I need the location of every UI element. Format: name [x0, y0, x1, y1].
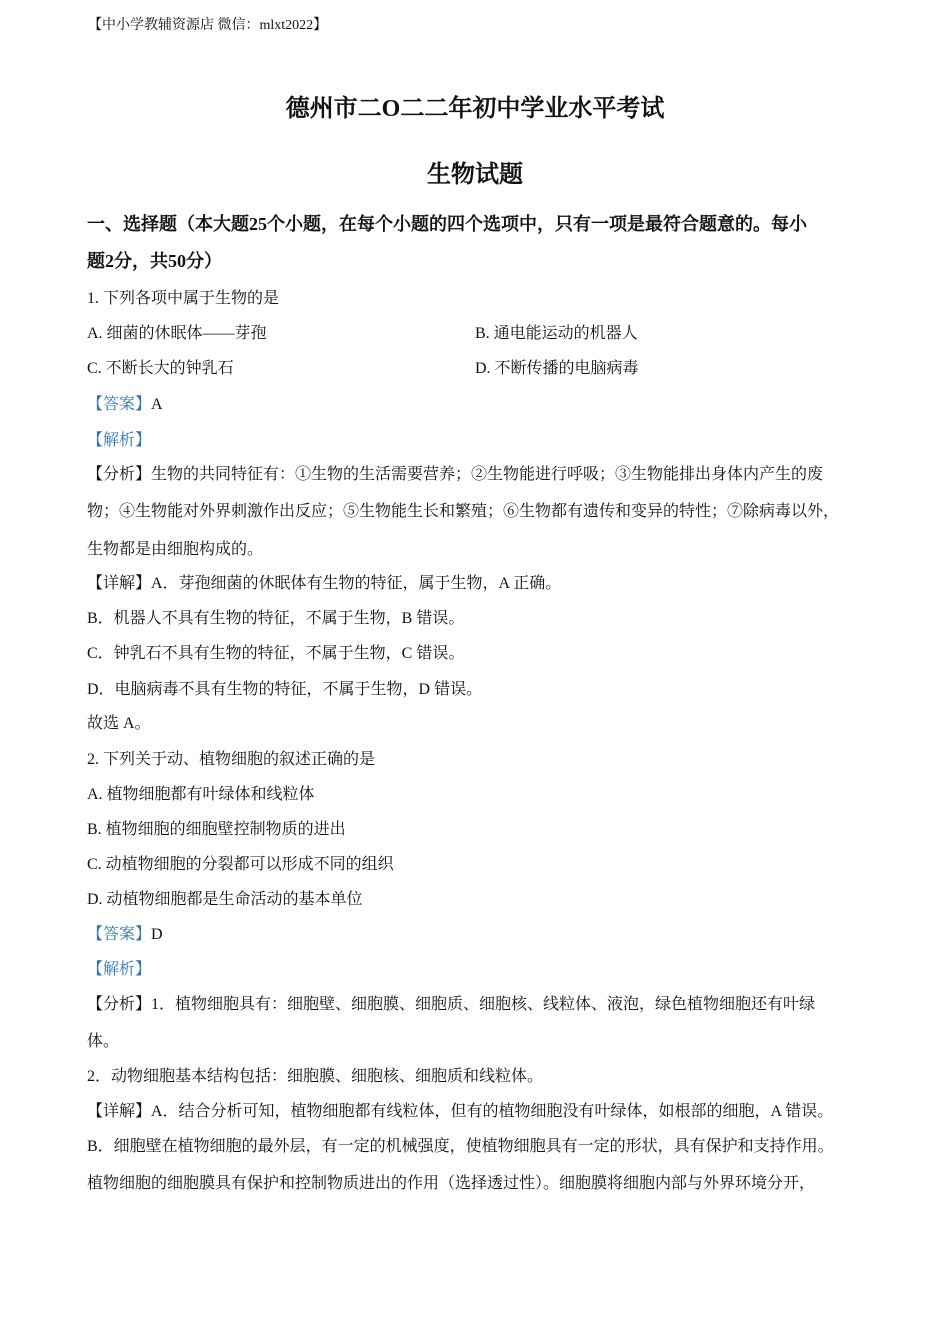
q2-detail-line: 【详解】A．结合分析可知，植物细胞都有线粒体，但有的植物细胞没有叶绿体，如根部的细胞，A 错误。: [87, 1103, 834, 1120]
q1-option-d: D. 不断传播的电脑病毒: [475, 360, 639, 377]
q1-detail-line: 【详解】A．芽孢细菌的休眠体有生物的特征，属于生物，A 正确。: [87, 575, 562, 592]
q1-option-b: B. 通电能运动的机器人: [475, 325, 638, 342]
q1-conclusion: 故选 A。: [87, 715, 151, 732]
q2-option-c: C. 动植物细胞的分裂都可以形成不同的组织: [87, 856, 394, 873]
q1-stem: 1. 下列各项中属于生物的是: [87, 290, 280, 307]
section-heading-line-1: 一、选择题（本大题25个小题，在每个小题的四个选项中，只有一项是最符合题意的。每小: [87, 214, 807, 234]
q1-detail-line: C．钟乳石不具有生物的特征，不属于生物，C 错误。: [87, 645, 465, 662]
header-note: 【中小学教辅资源店 微信：mlxt2022】: [88, 18, 328, 33]
q1-option-a: A. 细菌的休眠体——芽孢: [87, 325, 267, 342]
page-subtitle: 生物试题: [427, 162, 523, 188]
q2-option-d: D. 动植物细胞都是生命活动的基本单位: [87, 891, 363, 908]
q1-option-c: C. 不断长大的钟乳石: [87, 360, 234, 377]
q2-detail-line: 植物细胞的细胞膜具有保护和控制物质进出的作用（选择透过性）。细胞膜将细胞内部与外界环境分开，: [87, 1175, 816, 1192]
q1-answer: [87, 391, 163, 414]
q1-analysis-line: 物；④生物能对外界刺激作出反应；⑤生物能生长和繁殖；⑥生物都有遗传和变异的特性；⑦除病毒以外，: [87, 503, 840, 520]
q1-answer-value: A: [151, 396, 163, 413]
q2-answer: [87, 921, 163, 944]
section-heading-line-2: 题2分，共50分）: [87, 251, 222, 271]
q2-stem: 2. 下列关于动、植物细胞的叙述正确的是: [87, 751, 376, 768]
answer-tag: 【答案】: [87, 396, 152, 413]
q1-analysis-line: 【分析】生物的共同特征有：①生物的生活需要营养；②生物能进行呼吸；③生物能排出身体内产生的废: [87, 466, 824, 483]
q2-option-a: A. 植物细胞都有叶绿体和线粒体: [87, 786, 315, 803]
q1-detail-line: B．机器人不具有生物的特征，不属于生物，B 错误。: [87, 610, 465, 627]
q1-analysis-tag: 【解析】: [87, 432, 152, 449]
q2-analysis-tag: 【解析】: [87, 961, 152, 978]
q2-detail-line: B．细胞壁在植物细胞的最外层，有一定的机械强度，使植物细胞具有一定的形状，具有保护和支持作用。: [87, 1138, 834, 1155]
page-title: 德州市二O二二年初中学业水平考试: [285, 96, 665, 122]
answer-tag: 【答案】: [87, 926, 152, 943]
q2-analysis-line: 体。: [87, 1033, 120, 1050]
q2-analysis-line: 【分析】1．植物细胞具有：细胞壁、细胞膜、细胞质、细胞核、线粒体、液泡，绿色植物细胞还有叶绿: [87, 996, 816, 1013]
q2-answer-value: D: [151, 926, 163, 943]
q2-option-b: B. 植物细胞的细胞壁控制物质的进出: [87, 821, 346, 838]
q1-detail-line: D．电脑病毒不具有生物的特征，不属于生物，D 错误。: [87, 681, 483, 698]
q1-analysis-line: 生物都是由细胞构成的。: [87, 541, 264, 558]
q2-analysis-line: 2．动物细胞基本结构包括：细胞膜、细胞核、细胞质和线粒体。: [87, 1068, 544, 1085]
